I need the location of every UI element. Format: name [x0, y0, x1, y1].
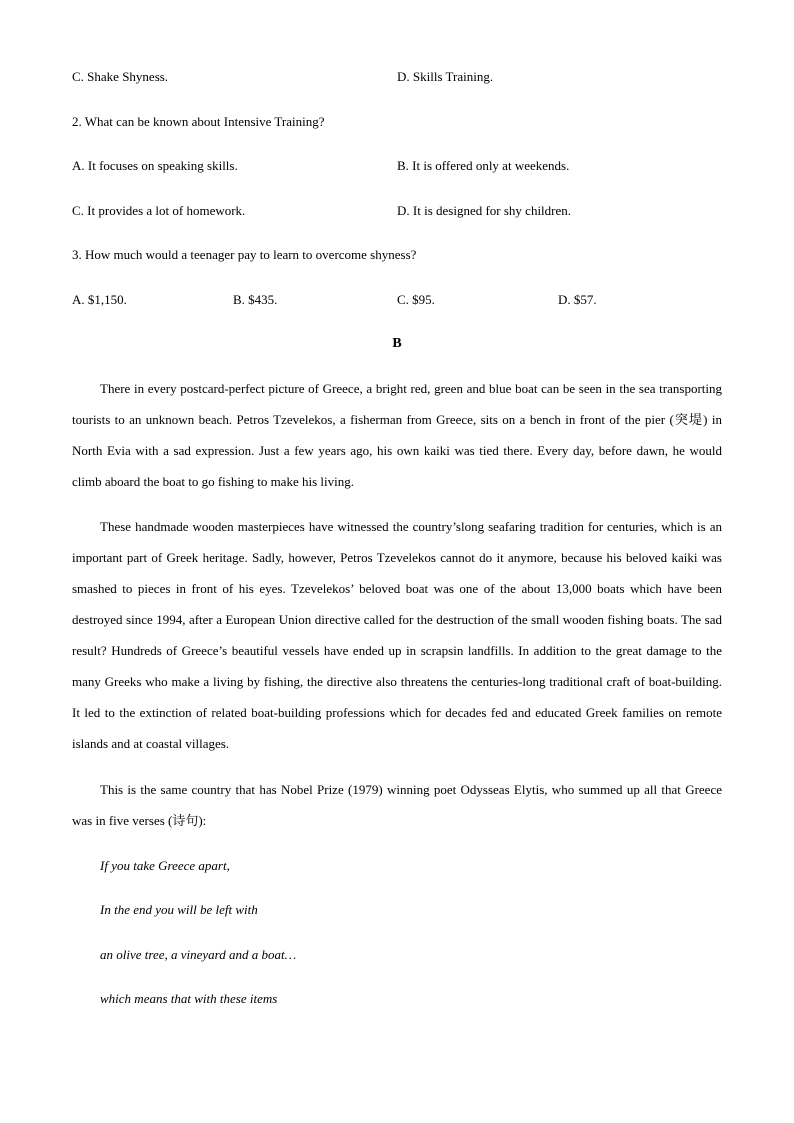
- q2-option-c: C. It provides a lot of homework.: [72, 203, 246, 218]
- q1-option-d: D. Skills Training.: [397, 69, 494, 84]
- q2-question: 2. What can be known about Intensive Training?: [72, 114, 325, 129]
- q3-option-b: B. $435.: [233, 292, 278, 307]
- q3-option-d: D. $57.: [558, 292, 597, 307]
- passage-paragraph-2: These handmade wooden masterpieces have witnessed the country’slong seafaring tradition for centuries, which is an important part of Greek heritage. Sadly, however, Petros Tzevelekos cannot do it anymore, because his beloved kaiki was smashed to pieces in front of his eyes. Tzevelekos’ beloved boat was one of the about 13,000 boats which have been destroyed since 1994, after a European Union directive called for the destruction of the small wooden fishing boats. The sad result? Hundreds of Greece’s beautiful vessels have ended up in scrapsin landfills. In addition to the great damage to the many Greeks who make a living by fishing, the directive also threatens the centuries-long traditional craft of boat-building. It led to the extinction of related boat-building professions which for decades fed and educated Greek families on remote islands and at coastal villages.: [72, 519, 722, 751]
- q1-option-c: C. Shake Shyness.: [72, 69, 169, 84]
- passage-paragraph-1: There in every postcard-perfect picture of Greece, a bright red, green and blue boat can be seen in the sea transporting tourists to an unknown beach. Petros Tzevelekos, a fisherman from Greece, sits on a bench in front of the pier (突堤) in North Evia with a sad expression. Just a few years ago, his own kaiki was tied there. Every day, before dawn, he would climb aboard the boat to go fishing to make his living.: [72, 381, 722, 489]
- poem-line-1: If you take Greece apart,: [100, 858, 230, 873]
- passage-paragraph-3: This is the same country that has Nobel Prize (1979) winning poet Odysseas Elytis, who summed up all that Greece was in five verses (诗句):: [72, 782, 722, 828]
- q3-question: 3. How much would a teenager pay to learn to overcome shyness?: [72, 247, 417, 262]
- q3-option-a: A. $1,150.: [72, 292, 127, 307]
- q2-option-a: A. It focuses on speaking skills.: [72, 158, 238, 173]
- q2-option-d: D. It is designed for shy children.: [397, 203, 572, 218]
- q2-option-b: B. It is offered only at weekends.: [397, 158, 570, 173]
- section-heading: B: [392, 336, 402, 351]
- poem-line-3: an olive tree, a vineyard and a boat…: [100, 947, 297, 962]
- poem-line-2: In the end you will be left with: [100, 902, 258, 917]
- q3-option-c: C. $95.: [397, 292, 435, 307]
- poem-line-4: which means that with these items: [100, 991, 278, 1006]
